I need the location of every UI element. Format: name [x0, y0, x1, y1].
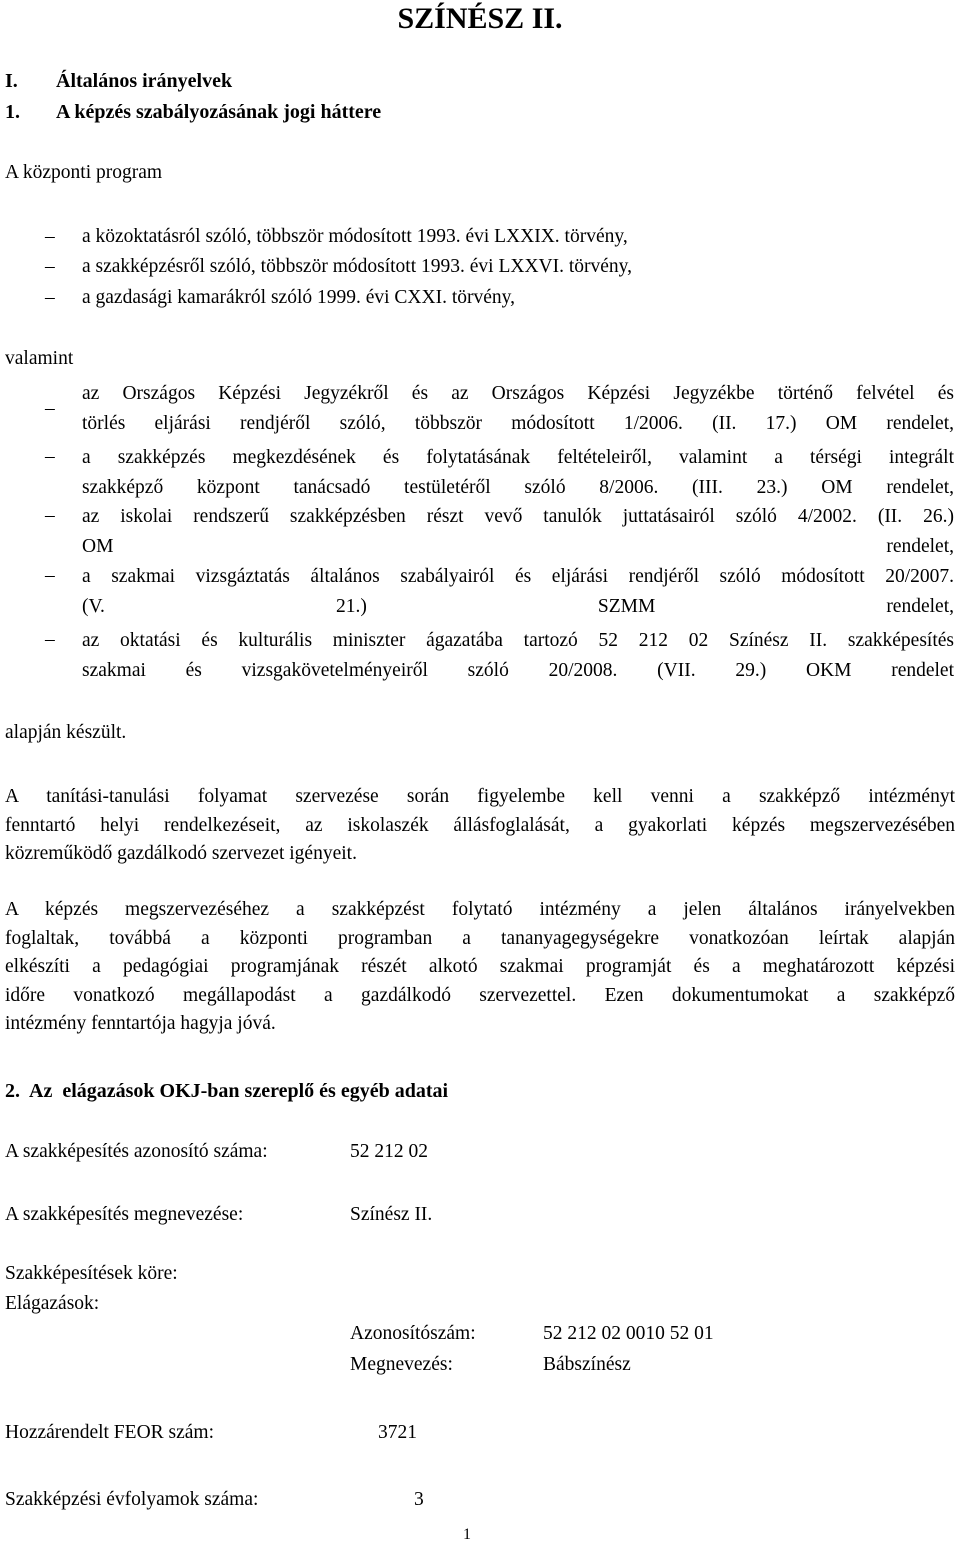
list-item: a közoktatásról szóló, többször módosított 1993. évi LXXIX. törvény,	[82, 226, 628, 247]
elagazasok-label: Elágazások:	[5, 1293, 100, 1314]
list-item-line: (V. 21.) SZMM rendelet,	[82, 596, 954, 617]
page-number: 1	[463, 1526, 471, 1543]
list-item	[82, 443, 954, 503]
bullet-dash: –	[45, 256, 55, 277]
list-item	[82, 379, 954, 439]
heading-3-number: 2.	[5, 1080, 20, 1102]
list-item-line: a szakképzés megkezdésének és folytatásának feltételeiről, valamint a térségi integrált	[82, 447, 954, 468]
list-item: a gazdasági kamarákról szóló 1999. évi CXXI. törvény,	[82, 287, 516, 308]
heading-2: A képzés szabályozásának jogi háttere	[56, 101, 382, 123]
bullet-dash: –	[45, 287, 55, 308]
list-item	[82, 502, 954, 562]
list-item-line: a szakmai vizsgáztatás általános szabályairól és eljárási rendjéről szóló módosított 20/2007.	[82, 566, 954, 587]
bullet-dash: –	[45, 398, 55, 419]
azonosito-label: A szakképesítés azonosító száma:	[5, 1141, 268, 1162]
azonosito-value: 52 212 02	[350, 1141, 428, 1162]
paragraph-line: fenntartó helyi rendelkezéseit, az iskolaszék állásfoglalását, a gyakorlati képzés megszervezésében	[5, 814, 955, 836]
list-item	[82, 562, 954, 622]
paragraph-1	[5, 783, 955, 869]
paragraph-line: A tanítási-tanulási folyamat szervezése során figyelembe kell venni a szakképző intézményt	[5, 786, 955, 807]
list-item-line: szakképző központ tanácsadó testületéről szóló 8/2006. (III. 23.) OM rendelet,	[82, 477, 954, 498]
alapjan-text: alapján készült.	[5, 722, 127, 743]
evfolyam-label: Szakképzési évfolyamok száma:	[5, 1489, 259, 1510]
megnevezes-label: A szakképesítés megnevezése:	[5, 1204, 244, 1225]
megnevezes-value: Színész II.	[350, 1204, 433, 1225]
list-item-line: az oktatási és kulturális miniszter ágazatába tartozó 52 212 02 Színész II. szakképesítés	[82, 630, 954, 651]
branch-id-value: 52 212 02 0010 52 01	[543, 1323, 714, 1344]
feor-value: 3721	[378, 1422, 417, 1443]
list-item-line: törlés eljárási rendjéről szóló, többször módosított 1/2006. (II. 17.) OM rendelet,	[82, 413, 954, 434]
paragraph-line: intézmény fenntartója hagyja jóvá.	[5, 1013, 276, 1034]
list-item	[82, 626, 954, 686]
paragraph-line: időre vonatkozó megállapodást a gazdálkodó szervezettel. Ezen dokumentumokat a szakképző	[5, 984, 955, 1006]
branch-name-label: Megnevezés:	[350, 1354, 453, 1375]
list-item: a szakképzésről szóló, többször módosított 1993. évi LXXVI. törvény,	[82, 256, 633, 277]
list-item-line: az Országos Képzési Jegyzékről és az Országos Képzési Jegyzékbe történő felvétel és	[82, 383, 954, 404]
bullet-dash: –	[45, 226, 55, 247]
bullet-dash: –	[45, 505, 55, 526]
branch-id-label: Azonosítószám:	[350, 1323, 476, 1344]
document-title: SZÍNÉSZ II.	[397, 2, 563, 35]
intro-text: A központi program	[5, 162, 163, 183]
list-item-line: az iskolai rendszerű szakképzésben részt vevő tanulók juttatásairól szóló 4/2002. (II. 26.)	[82, 506, 954, 527]
bullet-dash: –	[45, 629, 55, 650]
paragraph-2	[5, 896, 955, 1039]
heading-3: Az elágazások OKJ-ban szereplő és egyéb adatai	[29, 1080, 449, 1102]
heading-1: Általános irányelvek	[56, 70, 233, 92]
paragraph-line: közreműködő gazdálkodó szervezet igényeit.	[5, 843, 357, 864]
paragraph-line: elkészíti a pedagógiai programjának részét alkotó szakmai programját és a meghatározott képzési	[5, 956, 955, 977]
list-item-line: szakmai és vizsgakövetelményeiről szóló 20/2008. (VII. 29.) OKM rendelet	[82, 660, 954, 681]
paragraph-line: foglaltak, továbbá a központi programban a tananyagegységekre vonatkozóan leírtak alapján	[5, 927, 955, 949]
bullet-dash: –	[45, 446, 55, 467]
paragraph-line: A képzés megszervezéséhez a szakképzést folytató intézmény a jelen általános irányelvekben	[5, 899, 955, 920]
branch-name-value: Bábszínész	[543, 1354, 631, 1375]
evfolyam-value: 3	[414, 1489, 424, 1510]
heading-1-number: I.	[5, 70, 18, 92]
feor-label: Hozzárendelt FEOR szám:	[5, 1422, 215, 1443]
heading-2-number: 1.	[5, 101, 20, 123]
valamint-text: valamint	[5, 348, 74, 369]
bullet-dash: –	[45, 565, 55, 586]
kore-label: Szakképesítések köre:	[5, 1263, 178, 1284]
list-item-line: OM rendelet,	[82, 536, 954, 557]
